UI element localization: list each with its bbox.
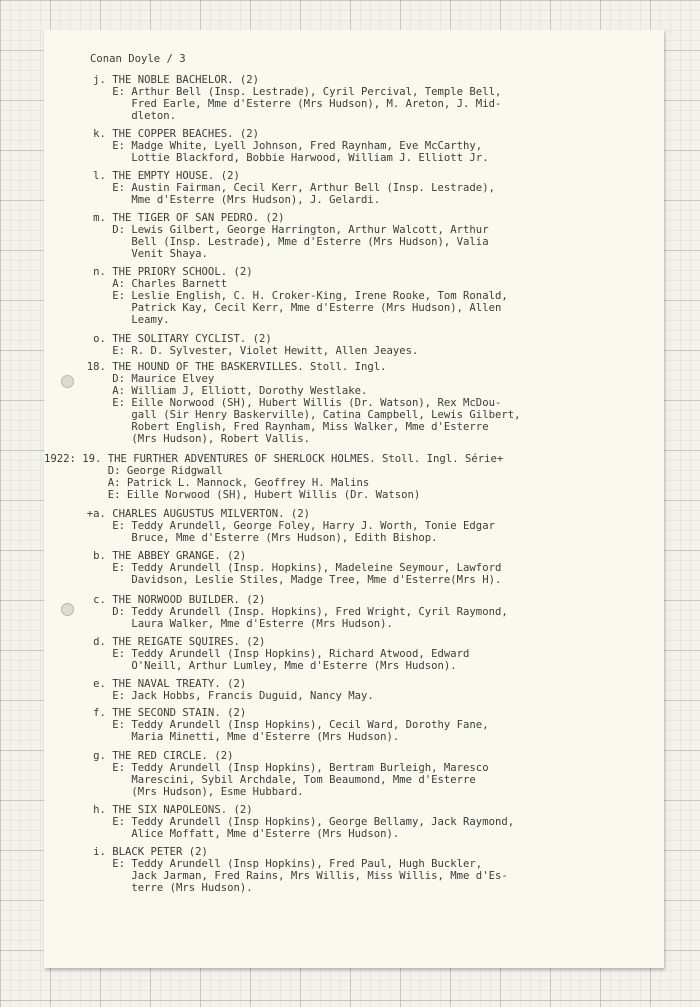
entry-credit-line: D: George Ridgwall	[44, 465, 223, 477]
entry-credit-line: A: Charles Barnett	[74, 278, 228, 290]
entry-credit-line: (Mrs Hudson), Esme Hubbard.	[74, 786, 304, 798]
entry-credit-line: E: R. D. Sylvester, Violet Hewitt, Allen Jeayes.	[74, 345, 419, 357]
film-entry	[74, 508, 495, 544]
entry-credit-line: Bruce, Mme d'Esterre (Mrs Hudson), Edith Bishop.	[74, 532, 438, 544]
film-entry	[74, 212, 489, 260]
entry-credit-line: Davidson, Leslie Stiles, Madge Tree, Mme d'Esterre(Mrs H).	[74, 574, 502, 586]
entry-credit-line: terre (Mrs Hudson).	[74, 882, 253, 894]
entry-credit-line: Lottie Blackford, Bobbie Harwood, William J. Elliott Jr.	[74, 152, 489, 164]
entry-title: e. THE NAVAL TREATY. (2)	[74, 678, 247, 690]
entry-credit-line: E: Teddy Arundell (Insp Hopkins), Richard Atwood, Edward	[74, 648, 470, 660]
film-entry	[44, 453, 503, 501]
film-entry	[74, 750, 489, 798]
entry-credit-line: Laura Walker, Mme d'Esterre (Mrs Hudson).	[74, 618, 393, 630]
entry-credit-line: Leamy.	[74, 314, 170, 326]
entry-credit-line: Robert English, Fred Raynham, Miss Walker, Mme d'Esterre	[74, 421, 489, 433]
film-entry	[74, 678, 374, 702]
entry-credit-line: D: Lewis Gilbert, George Harrington, Arthur Walcott, Arthur	[74, 224, 489, 236]
film-entry	[74, 170, 495, 206]
entry-credit-line: E: Teddy Arundell (Insp Hopkins), George Bellamy, Jack Raymond,	[74, 816, 515, 828]
entry-title: c. THE NORWOOD BUILDER. (2)	[74, 594, 266, 606]
entry-credit-line: Fred Earle, Mme d'Esterre (Mrs Hudson), M. Areton, J. Mid-	[74, 98, 502, 110]
entry-credit-line: (Mrs Hudson), Robert Vallis.	[74, 433, 310, 445]
entry-credit-line: E: Jack Hobbs, Francis Duguid, Nancy May.	[74, 690, 374, 702]
entry-title: h. THE SIX NAPOLEONS. (2)	[74, 804, 253, 816]
page-header: Conan Doyle / 3	[90, 53, 186, 65]
entry-title: g. THE RED CIRCLE. (2)	[74, 750, 234, 762]
entry-credit-line: D: Maurice Elvey	[74, 373, 215, 385]
film-entry	[74, 361, 520, 445]
entry-title: d. THE REIGATE SQUIRES. (2)	[74, 636, 266, 648]
film-entry	[74, 636, 469, 672]
entry-credit-line: Bell (Insp. Lestrade), Mme d'Esterre (Mrs Hudson), Valia	[74, 236, 489, 248]
entry-title: m. THE TIGER OF SAN PEDRO. (2)	[74, 212, 285, 224]
entry-credit-line: dleton.	[74, 110, 177, 122]
film-entry	[74, 128, 489, 164]
film-entry	[74, 707, 489, 743]
entry-credit-line: gall (Sir Henry Baskerville), Catina Campbell, Lewis Gilbert,	[74, 409, 521, 421]
entry-title: 1922: 19. THE FURTHER ADVENTURES OF SHERLOCK HOLMES. Stoll. Ingl. Série+	[44, 453, 504, 465]
film-entry	[74, 333, 418, 357]
entry-credit-line: E: Austin Fairman, Cecil Kerr, Arthur Bell (Insp. Lestrade),	[74, 182, 495, 194]
entry-credit-line: E: Teddy Arundell, George Foley, Harry J. Worth, Tonie Edgar	[74, 520, 495, 532]
punch-hole	[61, 603, 74, 616]
entry-title: b. THE ABBEY GRANGE. (2)	[74, 550, 247, 562]
entry-credit-line: Mme d'Esterre (Mrs Hudson), J. Gelardi.	[74, 194, 381, 206]
film-entry	[74, 550, 501, 586]
film-entry	[74, 804, 514, 840]
entry-credit-line: Venit Shaya.	[74, 248, 208, 260]
entry-credit-line: D: Teddy Arundell (Insp. Hopkins), Fred Wright, Cyril Raymond,	[74, 606, 508, 618]
entry-title: n. THE PRIORY SCHOOL. (2)	[74, 266, 253, 278]
entry-credit-line: E: Teddy Arundell (Insp Hopkins), Fred Paul, Hugh Buckler,	[74, 858, 483, 870]
entry-title: j. THE NOBLE BACHELOR. (2)	[74, 74, 259, 86]
entry-credit-line: E: Leslie English, C. H. Croker-King, Irene Rooke, Tom Ronald,	[74, 290, 508, 302]
entry-credit-line: E: Eille Norwood (SH), Hubert Willis (Dr. Watson)	[44, 489, 421, 501]
entry-title: k. THE COPPER BEACHES. (2)	[74, 128, 259, 140]
entry-credit-line: A: William J, Elliott, Dorothy Westlake.	[74, 385, 368, 397]
entry-credit-line: E: Arthur Bell (Insp. Lestrade), Cyril Percival, Temple Bell,	[74, 86, 502, 98]
entry-credit-line: Maria Minetti, Mme d'Esterre (Mrs Hudson).	[74, 731, 400, 743]
entry-title: +a. CHARLES AUGUSTUS MILVERTON. (2)	[74, 508, 310, 520]
typed-page	[44, 30, 664, 968]
entry-title: o. THE SOLITARY CYCLIST. (2)	[74, 333, 272, 345]
entry-credit-line: E: Teddy Arundell (Insp. Hopkins), Madeleine Seymour, Lawford	[74, 562, 502, 574]
film-entry	[74, 846, 508, 894]
entry-title: l. THE EMPTY HOUSE. (2)	[74, 170, 240, 182]
entry-title: f. THE SECOND STAIN. (2)	[74, 707, 247, 719]
entry-credit-line: E: Eille Norwood (SH), Hubert Willis (Dr. Watson), Rex McDou-	[74, 397, 502, 409]
entry-credit-line: Patrick Kay, Cecil Kerr, Mme d'Esterre (Mrs Hudson), Allen	[74, 302, 502, 314]
entry-title: 18. THE HOUND OF THE BASKERVILLES. Stoll. Ingl.	[74, 361, 387, 373]
entry-credit-line: E: Teddy Arundell (Insp Hopkins), Bertram Burleigh, Maresco	[74, 762, 489, 774]
film-entry	[74, 74, 501, 122]
entry-credit-line: Marescini, Sybil Archdale, Tom Beaumond, Mme d'Esterre	[74, 774, 476, 786]
entry-title: i. BLACK PETER (2)	[74, 846, 208, 858]
film-entry	[74, 594, 508, 630]
entry-credit-line: Alice Moffatt, Mme d'Esterre (Mrs Hudson).	[74, 828, 400, 840]
entry-credit-line: Jack Jarman, Fred Rains, Mrs Willis, Miss Willis, Mme d'Es-	[74, 870, 508, 882]
entry-credit-line: A: Patrick L. Mannock, Geoffrey H. Malins	[44, 477, 370, 489]
film-entry	[74, 266, 508, 326]
punch-hole	[61, 375, 74, 388]
entry-credit-line: O'Neill, Arthur Lumley, Mme d'Esterre (Mrs Hudson).	[74, 660, 457, 672]
entry-credit-line: E: Madge White, Lyell Johnson, Fred Raynham, Eve McCarthy,	[74, 140, 483, 152]
entry-credit-line: E: Teddy Arundell (Insp Hopkins), Cecil Ward, Dorothy Fane,	[74, 719, 489, 731]
